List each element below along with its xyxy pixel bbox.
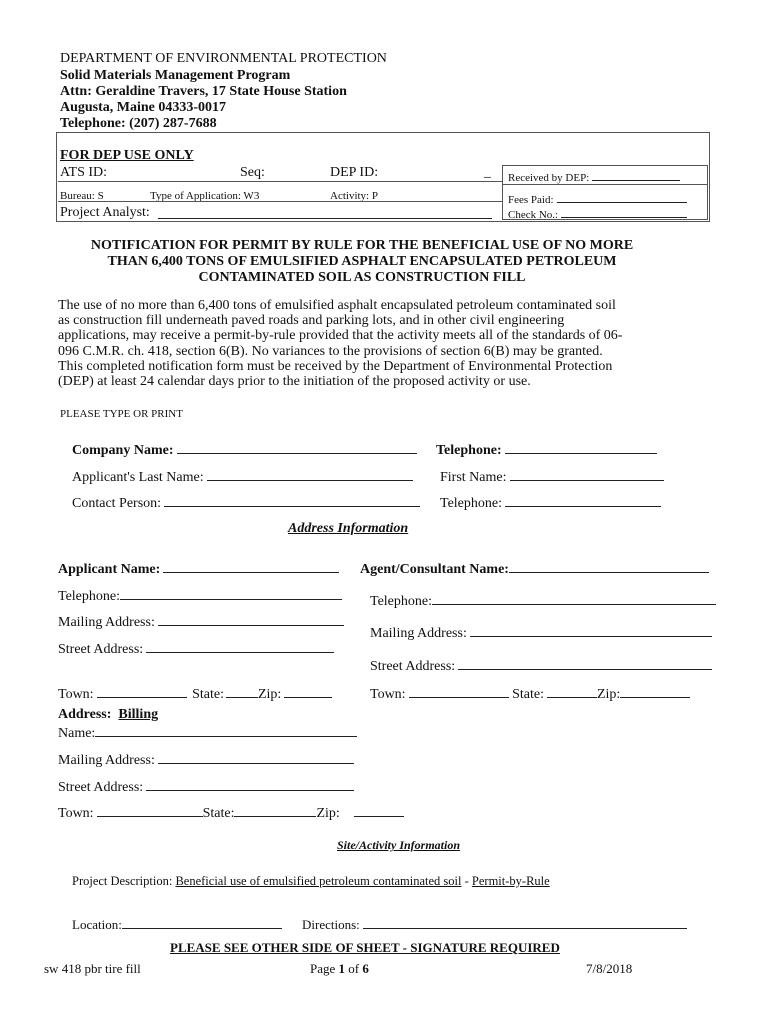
applicant-last-name-input[interactable] [207, 468, 413, 481]
agent-telephone-field: Telephone: [370, 592, 716, 611]
agent-town-input[interactable] [409, 685, 509, 698]
city-line: Augusta, Maine 04333-0017 [60, 100, 227, 115]
department-heading: DEPARTMENT OF ENVIRONMENTAL PROTECTION [60, 51, 387, 66]
received-by-dep: Received by DEP: [508, 168, 680, 185]
project-description-value[interactable]: Beneficial use of emulsified petroleum contaminated soil [175, 874, 462, 888]
intro-line: (DEP) at least 24 calendar days prior to the initiation of the proposed activity or use. [58, 374, 531, 390]
agent-street-input[interactable] [458, 657, 712, 670]
check-no: Check No.: [508, 205, 687, 222]
check-no-line[interactable] [561, 205, 687, 218]
footer-form-code: sw 418 pbr tire fill [44, 961, 141, 976]
intro-line: This completed notification form must be received by the Department of Environmental Protection [58, 358, 613, 374]
billing-state-input[interactable] [234, 804, 316, 817]
agent-street-field: Street Address: [370, 657, 712, 676]
attention-line: Attn: Geraldine Travers, 17 State House Station [60, 84, 347, 99]
site-activity-heading: Site/Activity Information [337, 838, 461, 852]
billing-street-field: Street Address: [58, 778, 354, 797]
company-telephone-input[interactable] [505, 441, 657, 454]
applicant-mailing-field: Mailing Address: [58, 613, 344, 632]
received-by-line[interactable] [592, 168, 680, 181]
intro-line: 096 C.M.R. ch. 418, section 6(B). No variances to the provisions of section 6(B) may be granted. [58, 343, 603, 359]
location-field: Location: [72, 916, 282, 933]
receipt-divider [502, 184, 708, 185]
type-of-application-field: Type of Application: W3 [150, 190, 260, 202]
dep-telephone: Telephone: (207) 287-7688 [60, 116, 217, 131]
company-name-field: Company Name: [72, 441, 417, 460]
program-name: Solid Materials Management Program [60, 68, 291, 83]
billing-name-input[interactable] [95, 724, 357, 737]
applicant-mailing-input[interactable] [158, 613, 344, 626]
intro-line: The use of no more than 6,400 tons of emulsified asphalt encapsulated petroleum contaminated soil [58, 298, 616, 313]
intro-line: as construction fill underneath paved roads and parking lots, and in other civil engineering [58, 313, 565, 329]
dep-row-divider-2 [58, 201, 502, 202]
page-number: Page 1 of 6 [310, 961, 369, 976]
bureau-field: Bureau: S [60, 190, 104, 202]
footer-date: 7/8/2018 [586, 961, 633, 976]
seq-label: Seq: [240, 165, 265, 180]
billing-mailing-input[interactable] [158, 751, 354, 764]
intro-paragraph [58, 298, 678, 389]
address-information-heading: Address Information [288, 521, 409, 536]
ats-id-label: ATS ID: [60, 165, 108, 180]
billing-name-field: Name: [58, 724, 357, 743]
intro-line: applications, may receive a permit-by-rule provided that the activity meets all of the standards of 06- [58, 328, 623, 344]
project-analyst-line[interactable] [158, 218, 492, 219]
dep-id-label: DEP ID: [330, 165, 379, 180]
form-title-line1: NOTIFICATION FOR PERMIT BY RULE FOR THE BENEFICIAL USE OF NO MORE [90, 238, 634, 253]
agent-name-input[interactable] [509, 560, 709, 573]
form-title-line3: CONTAMINATED SOIL AS CONSTRUCTION FILL [198, 270, 526, 285]
project-description-row: Project Description: Beneficial use of emulsified petroleum contaminated soil - Permit-by-Rule [72, 874, 550, 888]
agent-state-input[interactable] [547, 685, 597, 698]
fees-paid-line[interactable] [557, 190, 687, 203]
first-name-field: First Name: [440, 468, 664, 487]
location-input[interactable] [122, 916, 282, 929]
billing-zip-input[interactable] [354, 804, 404, 817]
agent-zip-input[interactable] [620, 685, 690, 698]
fees-paid: Fees Paid: [508, 190, 687, 207]
applicant-street-field: Street Address: [58, 640, 334, 659]
dep-use-only-title: FOR DEP USE ONLY [60, 148, 194, 163]
directions-input[interactable] [363, 916, 687, 929]
contact-telephone-input[interactable] [505, 494, 661, 507]
applicant-telephone-input[interactable] [120, 587, 342, 600]
company-name-input[interactable] [177, 441, 417, 454]
applicant-street-input[interactable] [146, 640, 334, 653]
applicant-zip-input[interactable] [284, 685, 332, 698]
billing-mailing-field: Mailing Address: [58, 751, 354, 770]
project-description-value-2[interactable]: Permit-by-Rule [471, 874, 550, 888]
contact-person-input[interactable] [164, 494, 420, 507]
contact-person-field: Contact Person: [72, 494, 420, 513]
agent-mailing-input[interactable] [470, 624, 712, 637]
applicant-name-input[interactable] [163, 560, 339, 573]
applicant-telephone-field: Telephone: [58, 587, 342, 606]
project-analyst-label: Project Analyst: [60, 205, 150, 220]
agent-town-row: Town: State: Zip: [370, 685, 690, 704]
agent-telephone-input[interactable] [432, 592, 716, 605]
directions-field: Directions: [302, 916, 687, 933]
agent-name-field: Agent/Consultant Name: [360, 560, 709, 579]
applicant-name-field: Applicant Name: [58, 560, 339, 579]
applicant-state-input[interactable] [226, 685, 258, 698]
applicant-last-name-field: Applicant's Last Name: [72, 468, 413, 487]
billing-town-row: Town: State: Zip: [58, 804, 404, 823]
dep-id-dash: _ [484, 165, 491, 180]
billing-heading: Address: Billing [58, 707, 159, 722]
billing-town-input[interactable] [97, 804, 203, 817]
activity-field: Activity: P [330, 190, 378, 202]
billing-street-input[interactable] [146, 778, 354, 791]
please-type-note: PLEASE TYPE OR PRINT [60, 408, 183, 420]
company-telephone-field: Telephone: [436, 441, 657, 460]
applicant-town-row: Town: State: Zip: [58, 685, 332, 704]
first-name-input[interactable] [510, 468, 664, 481]
signature-notice: PLEASE SEE OTHER SIDE OF SHEET - SIGNATURE REQUIRED [170, 940, 560, 955]
contact-telephone-field: Telephone: [440, 494, 661, 513]
form-title-line2: THAN 6,400 TONS OF EMULSIFIED ASPHALT ENCAPSULATED PETROLEUM [107, 254, 617, 269]
applicant-town-input[interactable] [97, 685, 187, 698]
agent-mailing-field: Mailing Address: [370, 624, 712, 643]
dep-row-divider [58, 181, 502, 182]
